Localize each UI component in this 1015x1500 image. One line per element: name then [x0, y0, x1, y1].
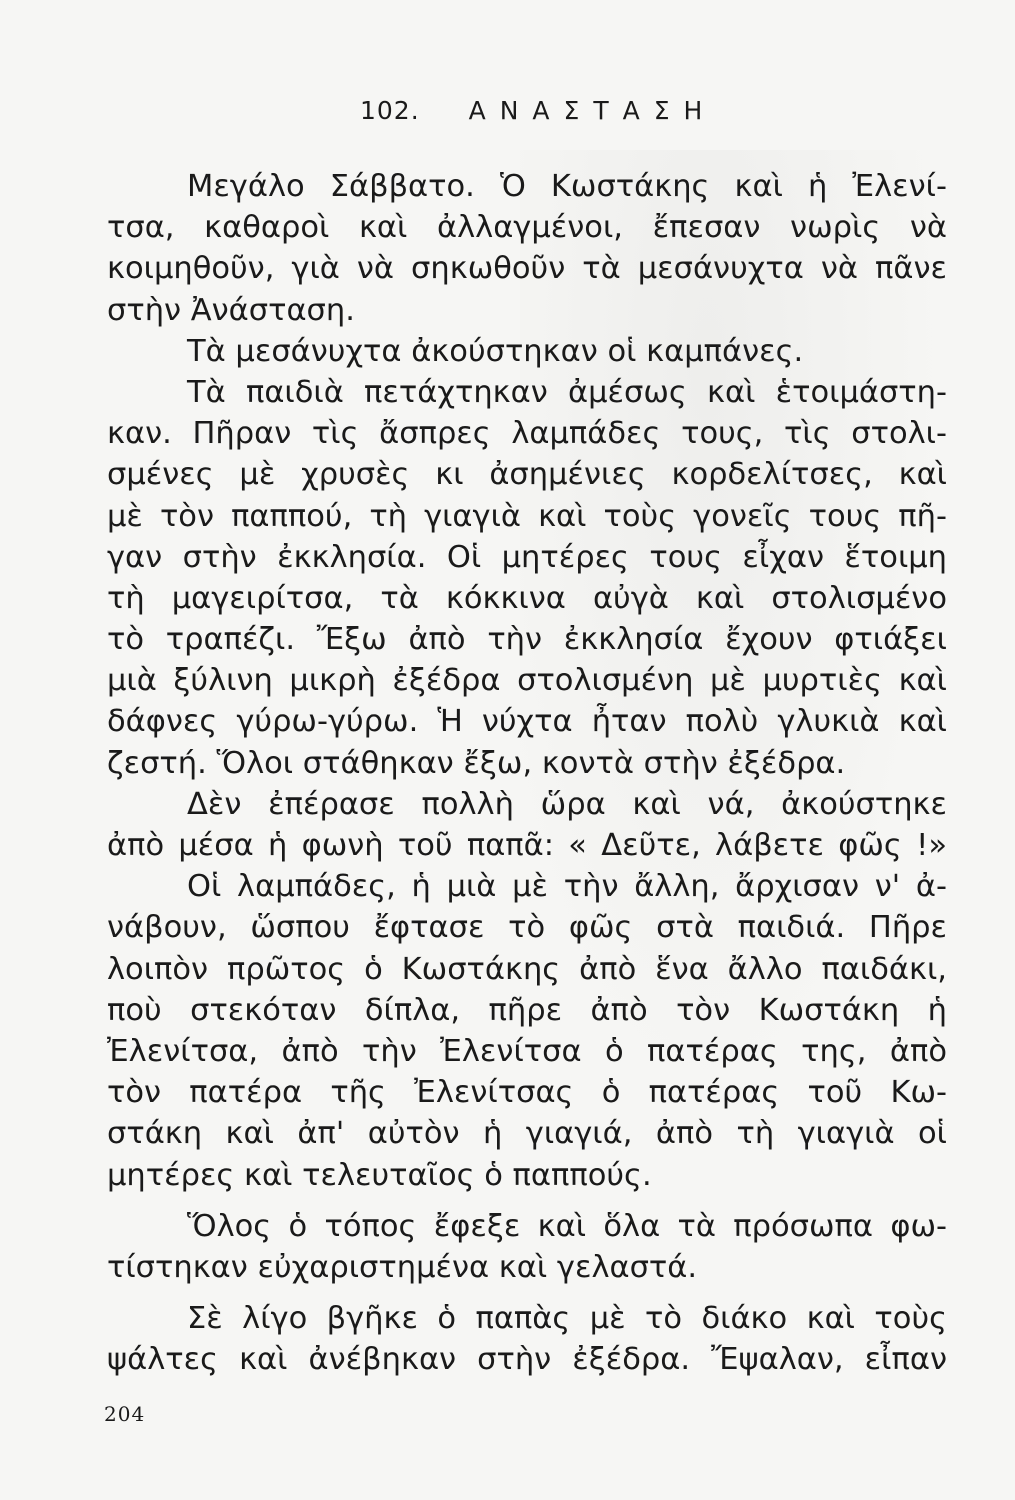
text-line: μὲ τὸν παππού, τὴ γιαγιὰ καὶ τοὺς γονεῖς τους πῆ-: [107, 498, 947, 534]
paragraph-gap: [107, 1196, 947, 1206]
text-line: τὸ τραπέζι. Ἔξω ἀπὸ τὴν ἐκκλησία ἔχουν φτιάξει: [107, 622, 947, 658]
text-line: Σὲ λίγο βγῆκε ὁ παπὰς μὲ τὸ διάκο καὶ τοὺς: [187, 1301, 947, 1337]
text-line: Μεγάλο Σάββατο. Ὁ Κωστάκης καὶ ἡ Ἐλενί-: [187, 169, 947, 204]
text-line: κοιμηθοῦν, γιὰ νὰ σηκωθοῦν τὰ μεσάνυχτα νὰ πᾶνε: [107, 251, 947, 287]
text-line: νάβουν, ὥσπου ἔφτασε τὸ φῶς στὰ παιδιά. Πῆρε: [107, 910, 947, 946]
text-line: ζεστή. Ὅλοι στάθηκαν ἔξω, κοντὰ στὴν ἐξέδρα.: [107, 745, 846, 781]
text-line: Τὰ μεσάνυχτα ἀκούστηκαν οἱ καμπάνες.: [187, 333, 804, 369]
text-line: Τὰ παιδιὰ πετάχτηκαν ἀμέσως καὶ ἑτοιμάστη-: [187, 374, 947, 410]
text-line: Δὲν ἐπέρασε πολλὴ ὥρα καὶ νά, ἀκούστηκε: [187, 786, 947, 822]
text-line: Ἐλενίτσα, ἀπὸ τὴν Ἐλενίτσα ὁ πατέρας της, ἀπὸ: [107, 1033, 947, 1069]
text-line: ἀπὸ μέσα ἡ φωνὴ τοῦ παπᾶ: « Δεῦτε, λάβετε φῶς !»: [107, 828, 947, 863]
text-line: λοιπὸν πρῶτος ὁ Κωστάκης ἀπὸ ἕνα ἄλλο παιδάκι,: [107, 951, 947, 987]
text-line: γαν στὴν ἐκκλησία. Οἱ μητέρες τους εἶχαν ἕτοιμη: [107, 539, 947, 575]
page-number: 204: [104, 1402, 146, 1426]
text-line: σμένες μὲ χρυσὲς κι ἀσημένιες κορδελίτσες, καὶ: [107, 457, 947, 493]
chapter-number: 102.: [360, 96, 420, 125]
text-line: στάκη καὶ ἀπ' αὐτὸν ἡ γιαγιά, ἀπὸ τὴ γιαγιὰ οἱ: [107, 1116, 947, 1152]
text-line: Οἱ λαμπάδες, ἡ μιὰ μὲ τὴν ἄλλη, ἄρχισαν ν' ἀ-: [187, 869, 947, 905]
text-line: τὴ μαγειρίτσα, τὰ κόκκινα αὐγὰ καὶ στολισμένο: [107, 580, 947, 616]
body-text: [107, 166, 947, 1380]
chapter-title: ΑΝΑΣΤΑΣΗ: [468, 96, 717, 125]
text-line: Ὅλος ὁ τόπος ἔφεξε καὶ ὅλα τὰ πρόσωπα φω-: [187, 1208, 947, 1244]
page-header: [360, 96, 716, 125]
text-line: τὸν πατέρα τῆς Ἐλενίτσας ὁ πατέρας τοῦ Κω-: [107, 1075, 947, 1111]
text-line: τίστηκαν εὐχαριστημένα καὶ γελαστά.: [107, 1249, 698, 1285]
text-line: στὴν Ἀνάσταση.: [107, 292, 355, 328]
text-line: δάφνες γύρω-γύρω. Ἡ νύχτα ἦταν πολὺ γλυκιὰ καὶ: [107, 704, 947, 740]
text-line: ποὺ στεκόταν δίπλα, πῆρε ἀπὸ τὸν Κωστάκη ἡ: [107, 992, 947, 1028]
text-line: ψάλτες καὶ ἀνέβηκαν στὴν ἐξέδρα. Ἔψαλαν, εἶπαν: [107, 1342, 947, 1378]
text-line: μιὰ ξύλινη μικρὴ ἐξέδρα στολισμένη μὲ μυρτιὲς καὶ: [107, 663, 947, 699]
text-line: καν. Πῆραν τὶς ἄσπρες λαμπάδες τους, τὶς στολι-: [107, 416, 947, 452]
paragraph-gap: [107, 1288, 947, 1298]
text-line: τσα, καθαροὶ καὶ ἀλλαγμένοι, ἔπεσαν νωρὶς νὰ: [107, 210, 947, 246]
text-line: μητέρες καὶ τελευταῖος ὁ παππούς.: [107, 1157, 652, 1193]
